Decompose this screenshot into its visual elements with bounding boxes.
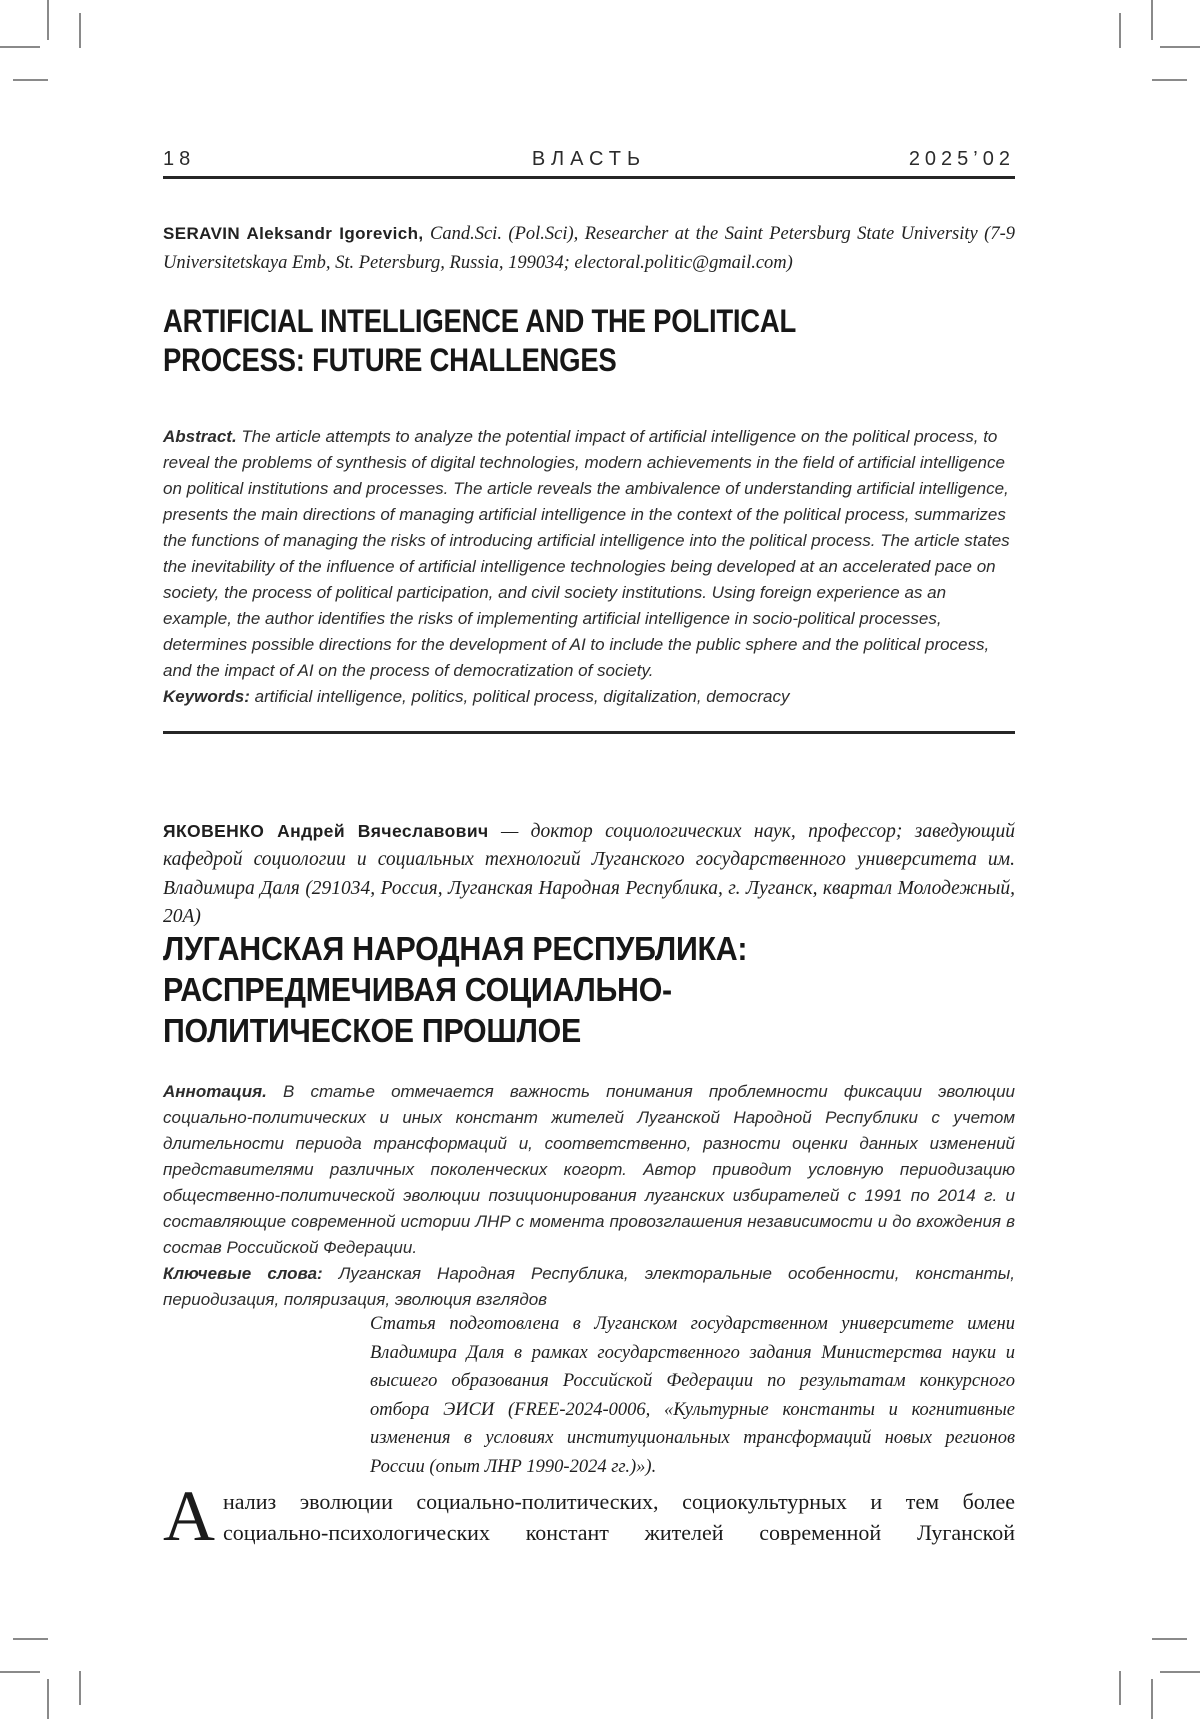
article-title-ru bbox=[163, 928, 947, 1051]
author-name-en: SERAVIN Aleksandr Igorevich, bbox=[163, 224, 424, 243]
section-divider bbox=[163, 731, 1015, 734]
crop-mark bbox=[1119, 1671, 1121, 1705]
annotation-text: В статье отмечается важность понимания проблемности фиксации эволюции социально-политических и иных констант жителей Луганской Народной Республики с учетом длительности периода трансформаций и, соответственно, разности оценки данных изменений представителями различных поколенческих когорт. Автор приводит условную периодизацию общественно-политической эволюции позиционирования луганских избирателей с 1991 по 2014 г. и составляющие современной истории ЛНР с момента провозглашения независимости и до вхождения в состав Российской Федерации. bbox=[163, 1082, 1015, 1257]
title-line: ARTIFICIAL INTELLIGENCE AND THE POLITICAL bbox=[163, 303, 797, 339]
abstract-block bbox=[163, 424, 1015, 710]
annotation-label: Аннотация. bbox=[163, 1082, 267, 1101]
crop-mark bbox=[1152, 1638, 1187, 1640]
article-title-en bbox=[163, 302, 896, 380]
author-affiliation-en: Cand.Sci. (Pol.Sci), Researcher at the Saint Petersburg State University (7-9 Universitetskaya Emb, St. Petersburg, Russia, 199034; electoral.politic@gmail.com) bbox=[163, 224, 1015, 273]
header-rule bbox=[163, 176, 1015, 179]
abstract-label: Abstract. bbox=[163, 427, 237, 446]
author-affiliation-ru: — доктор социологических наук, профессор; заведующий кафедрой социологии и социальных технологий Луганского государственного университета им. Владимира Даля (291034, Россия, Луганская Народная Республика, г. Луганск, квартал Молодежный, 20А) bbox=[163, 820, 1016, 927]
crop-mark bbox=[13, 79, 48, 81]
page-number: 18 bbox=[163, 148, 196, 170]
crop-mark bbox=[47, 0, 49, 40]
annotation-block bbox=[163, 1079, 1015, 1313]
crop-mark bbox=[1151, 0, 1153, 40]
crop-mark bbox=[47, 1679, 49, 1719]
title-line: ПОЛИТИЧЕСКОЕ ПРОШЛОЕ bbox=[163, 1012, 581, 1049]
author-block-en bbox=[163, 219, 1015, 278]
crop-mark bbox=[1152, 79, 1187, 81]
crop-mark bbox=[79, 13, 81, 48]
keywords-label-en: Keywords: bbox=[163, 687, 250, 706]
crop-mark bbox=[1151, 1679, 1153, 1719]
keywords-text-en: artificial intelligence, politics, political process, digitalization, democracy bbox=[254, 687, 790, 706]
journal-title: ВЛАСТЬ bbox=[531, 148, 647, 170]
funding-note bbox=[370, 1310, 1015, 1481]
annotation-paragraph bbox=[163, 1079, 1015, 1261]
keywords-text-ru: Луганская Народная Республика, электоральные особенности, константы, периодизация, поляризация, эволюция взглядов bbox=[163, 1264, 1015, 1309]
abstract-paragraph bbox=[163, 424, 1015, 684]
keywords-paragraph bbox=[163, 684, 1015, 710]
drop-cap: А bbox=[163, 1476, 215, 1556]
author-name-ru: ЯКОВЕНКО Андрей Вячеславович bbox=[163, 820, 489, 841]
keywords-paragraph-ru bbox=[163, 1261, 1015, 1313]
body-paragraph bbox=[163, 1476, 1015, 1556]
keywords-label-ru: Ключевые слова: bbox=[163, 1264, 323, 1283]
title-line: PROCESS: FUTURE CHALLENGES bbox=[163, 342, 617, 378]
crop-mark bbox=[1119, 13, 1121, 48]
title-line: ЛУГАНСКАЯ НАРОДНАЯ РЕСПУБЛИКА: bbox=[163, 930, 748, 967]
crop-mark bbox=[1160, 46, 1200, 48]
crop-mark bbox=[13, 1638, 48, 1640]
crop-mark bbox=[1160, 1671, 1200, 1673]
crop-mark bbox=[0, 1671, 40, 1673]
running-head bbox=[163, 148, 1015, 171]
body-text: нализ эволюции социально-политических, социокультурных и тем более социально-психологических констант жителей современной Луганской bbox=[223, 1489, 1015, 1545]
funding-note-text: Статья подготовлена в Луганском государственном университете имени Владимира Даля в рамках государственного задания Министерства науки и высшего образования Российской Федерации по результатам конкурсного отбора ЭИСИ (FREE-2024-0006, «Культурные константы и когнитивные изменения в условиях институциональных трансформаций новых регионов России (опыт ЛНР 1990-2024 гг.)»). bbox=[370, 1314, 1015, 1477]
crop-mark bbox=[79, 1671, 81, 1705]
issue-number: 2025’02 bbox=[908, 148, 1015, 170]
title-line: РАСПРЕДМЕЧИВАЯ СОЦИАЛЬНО- bbox=[163, 971, 672, 1008]
crop-mark bbox=[0, 46, 40, 48]
abstract-text: The article attempts to analyze the potential impact of artificial intelligence on the political process, to reveal the problems of synthesis of digital technologies, modern achievements in the field of artificial intelligence on political institutions and processes. The article reveals the ambivalence of understanding artificial intelligence, presents the main directions of managing artificial intelligence in the context of the political process, summarizes the functions of managing the risks of introducing artificial intelligence into the political process. The article states the inevitability of the influence of artificial intelligence technologies being developed at an accelerated pace on society, the process of political participation, and civil society institutions. Using foreign experience as an example, the author identifies the risks of implementing artificial intelligence in socio-political processes, determines possible directions for the development of AI to include the public sphere and the political process, and the impact of AI on the process of democratization of society. bbox=[163, 427, 1010, 680]
